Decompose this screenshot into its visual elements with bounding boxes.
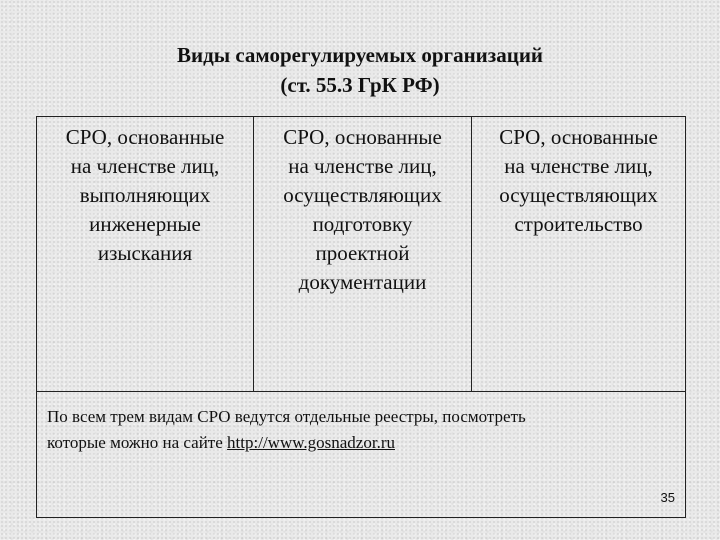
column-1-line: инженерные bbox=[89, 212, 201, 236]
column-1-line: выполняющих bbox=[79, 183, 211, 207]
column-3-line: осуществляющих bbox=[499, 183, 658, 207]
column-2-line: осуществляющих bbox=[283, 183, 442, 207]
sro-types-table bbox=[36, 116, 686, 518]
registry-note-text: которые можно на сайте bbox=[47, 433, 228, 452]
gosnadzor-link[interactable]: http://www.gosnadzor.ru bbox=[227, 433, 395, 452]
slide-title-line-1: Виды саморегулируемых организаций bbox=[176, 43, 544, 67]
column-2-line: проектной bbox=[315, 241, 410, 265]
column-1-line: на членстве лиц, bbox=[70, 154, 220, 178]
slide-number: 35 bbox=[660, 490, 675, 505]
column-3-line: на членстве лиц, bbox=[504, 154, 653, 178]
slide-title bbox=[0, 40, 720, 100]
column-1-line: СРО, основанные bbox=[65, 125, 225, 149]
column-3-line: строительство bbox=[514, 212, 643, 236]
registry-note bbox=[37, 391, 685, 517]
column-1-line: изыскания bbox=[97, 241, 193, 265]
registry-note-line-1: По всем трем видам СРО ведутся отдельные реестры, посмотреть bbox=[47, 407, 526, 426]
column-2-line: подготовку bbox=[312, 212, 413, 236]
slide-title-line-2: (ст. 55.3 ГрК РФ) bbox=[280, 73, 440, 97]
column-project-documentation bbox=[253, 117, 471, 391]
column-2-line: документации bbox=[298, 270, 427, 294]
column-2-line: СРО, основанные bbox=[283, 125, 442, 149]
column-engineering-surveys bbox=[37, 117, 253, 391]
column-3-line: СРО, основанные bbox=[499, 125, 658, 149]
column-construction bbox=[471, 117, 685, 391]
column-2-line: на членстве лиц, bbox=[288, 154, 437, 178]
registry-note-line-2 bbox=[47, 430, 675, 456]
